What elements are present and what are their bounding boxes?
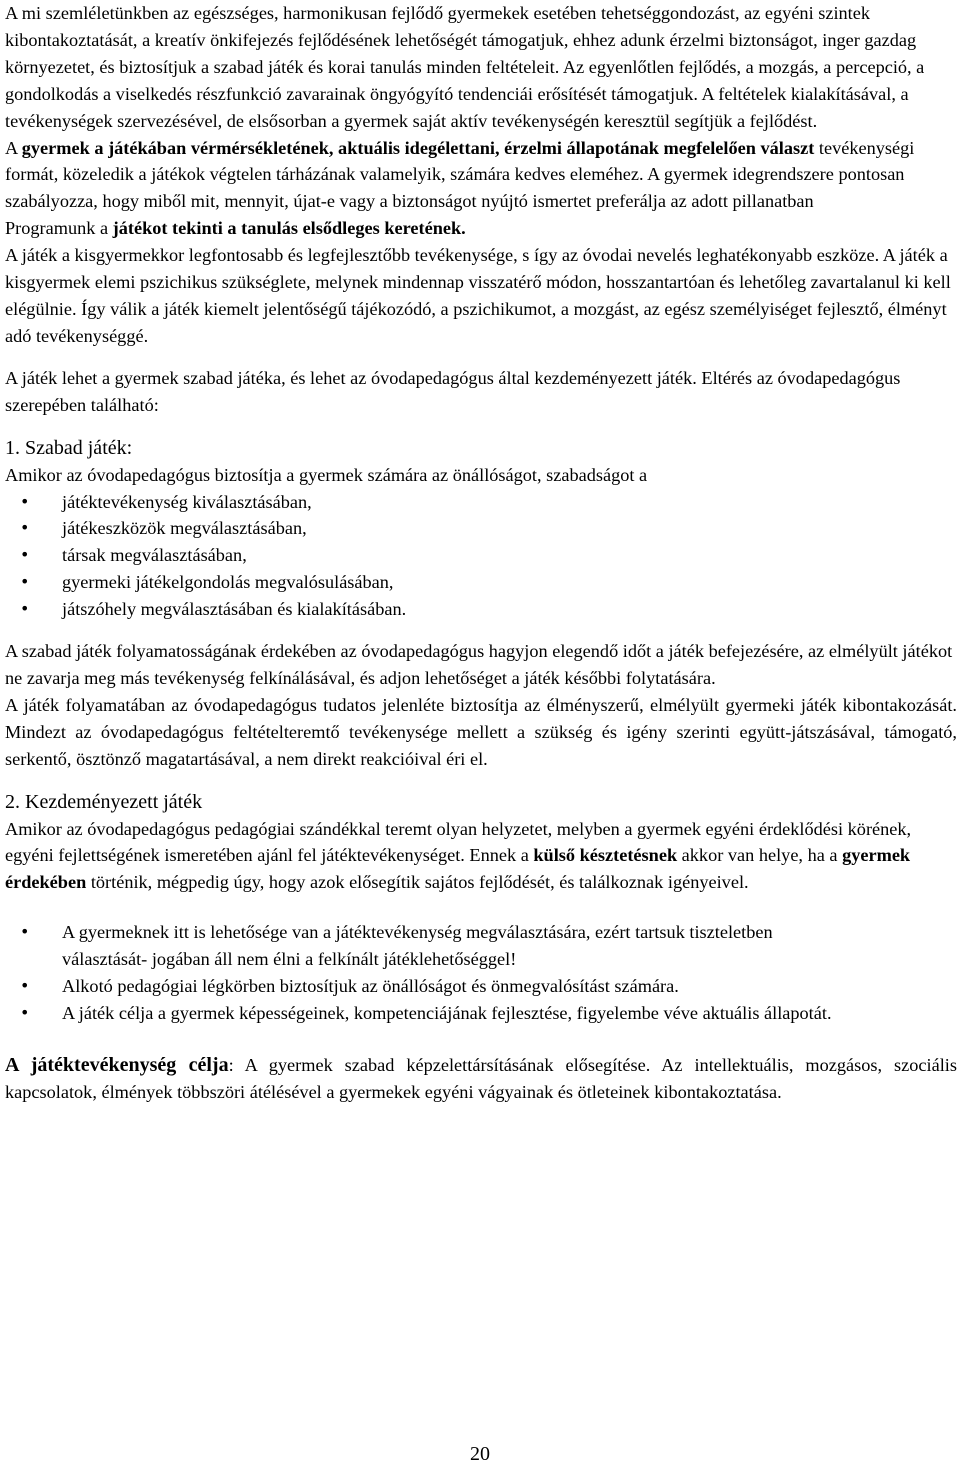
list-item: • A játék célja a gyermek képességeinek, kompetenciájának fejlesztése, figyelembe véve aktuális állapotát. [5, 1000, 957, 1027]
page-number: 20 [470, 1443, 490, 1465]
bold-text: gyermek a játékában vérmérsékletének, aktuális idegélettani, érzelmi állapotának megfelelően választ [21, 137, 815, 158]
bold-text: A játéktevékenység célja [5, 1053, 229, 1076]
intro-paragraph-5: A játék lehet a gyermek szabad játéka, és lehet az óvodapedagógus által kezdeményezett játék. Eltérés az óvodapedagógus szerepében található: [5, 367, 901, 415]
text-run: A [5, 137, 22, 158]
list-item: • Alkotó pedagógiai légkörben biztosítjuk az önállóságot és önmegvalósítást számára. [5, 973, 957, 1000]
initiated-play-paragraph [5, 816, 957, 897]
bold-text: külső késztetésnek [533, 845, 678, 866]
text-run: Programunk a [5, 218, 113, 239]
text-run: történik, mégpedig úgy, hogy azok elősegítik sajátos fejlődését, és találkoznak igényeivel. [86, 872, 749, 893]
free-play-intro: Amikor az óvodapedagógus biztosítja a gyermek számára az önállóságot, szabadságot a [5, 464, 648, 485]
list-item: • játszóhely megválasztásában és kialakításában. [5, 596, 957, 623]
list-item: • társak megválasztásában, [5, 542, 957, 569]
free-play-paragraph-2: A játék folyamatában az óvodapedagógus tudatos jelenléte biztosítja az élményszerű, elmélyült gyermeki játék kibontakozását. Mindezt az óvodapedagógus feltételteremtő tevékenysége mellett a szükség és igény szerinti együtt-játszásával, támogató, serkentő, ösztönző magatartásával, a nem direkt reakcióival éri el. [5, 694, 957, 769]
text-run: tevékenységi formát, közeledik a játékok végtelen tárházának valamelyik, számára kedves eleméhez. A gyermek idegrendszere pontosan szabályozza, hogy miből mit, mennyit, újat-e vagy a biztonságot nyújtó ismertet preferálja az adott pillanatban [5, 137, 915, 212]
text-run: Amikor az óvodapedagógus pedagógiai szándékkal teremt olyan helyzetet, melyben a gyermek egyéni érdeklődési körének, egyéni fejlettségének ismeretében ajánl fel játéktevékenységet. Ennek a [5, 818, 912, 866]
intro-paragraph-1: A mi szemléletünkben az egészséges, harmonikusan fejlődő gyermekek esetében tehetséggondozást, az egyéni szintek kibontakoztatását, a kreatív önkifejezés fejlődésének lehetőségét támogatjuk, ehhez adunk érzelmi biztonságot, inger gazdag környezetet, és biztosítjuk a szabad játék és korai tanulás minden feltételeit. Az egyenlőtlen fejlődés, a mozgás, a percepció, a gondolkodás a viselkedés részfunkció zavarainak öngyógyító tendenciái erősítését támogatjuk. A feltételek kialakításával, a tevékenységek szervezésével, de elsősorban a gyermek saját aktív tevékenységén keresztül segítjük a fejlődést. [5, 3, 925, 131]
text-run: akkor van helye, ha a [677, 845, 843, 866]
free-play-list [5, 489, 957, 624]
initiated-play-list [5, 919, 957, 1027]
text-run: : A gyermek szabad képzelettársításának elősegítése. Az intellektuális, mozgásos, szociális kapcsolatok, élmények többszöri átélésével a gyermekek egyéni vágyainak és ötleteinek kibontakoztatása. [5, 1054, 957, 1102]
list-item: • A gyermeknek itt is lehetősége van a játéktevékenység megválasztására, ezért tartsuk tiszteletben választását- jogában áll nem élni a felkínált játéklehetőséggel! [5, 919, 957, 973]
list-item: • gyermeki játékelgondolás megvalósulásában, [5, 569, 957, 596]
goal-paragraph [5, 1052, 957, 1106]
free-play-paragraph-1: A szabad játék folyamatosságának érdekében az óvodapedagógus hagyjon elegendő időt a játék befejezésére, az elmélyült játékot ne zavarja meg más tevékenység felkínálásával, és adjon lehetőséget a játék későbbi folytatására. [5, 641, 953, 688]
section-heading-initiated-play: 2. Kezdeményezett játék [5, 790, 203, 813]
intro-paragraph-4: A játék a kisgyermekkor legfontosabb és legfejlesztőbb tevékenysége, s így az óvodai nevelés leghatékonyabb eszköze. A játék a kisgyermek elemi pszichikus szükséglete, melynek mindennap visszatérő módon, hosszantartóan és lehetőleg zavartalanul ki kell elégülnie. Így válik a játék kiemelt jelentőségű tájékozódó, a pszichikumot, a mozgást, az egész személyiséget fejlesztő, élményt adó tevékenységgé. [5, 245, 951, 346]
intro-paragraph-3 [5, 215, 957, 242]
bold-text: játékot tekinti a tanulás elsődleges keretének. [112, 218, 466, 239]
list-item: • játékeszközök megválasztásában, [5, 515, 957, 542]
intro-paragraph-2 [5, 135, 957, 216]
document-page [5, 0, 957, 1106]
section-heading-free-play: 1. Szabad játék: [5, 436, 133, 459]
list-item: • játéktevékenység kiválasztásában, [5, 489, 957, 516]
bold-text: gyermek érdekében [5, 845, 911, 893]
